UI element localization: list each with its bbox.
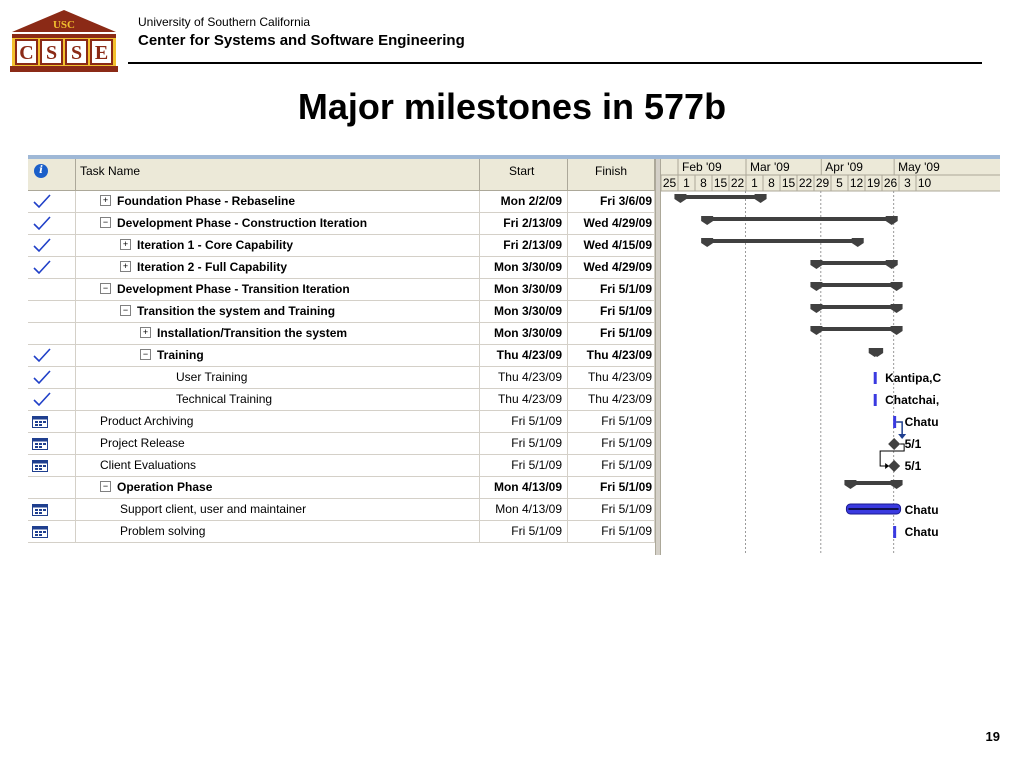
center-name: Center for Systems and Software Engineering [138, 32, 465, 49]
column-header-indicators[interactable] [28, 159, 76, 191]
task-name-cell[interactable] [76, 521, 480, 543]
task-bar [874, 394, 877, 406]
check-icon [32, 259, 52, 275]
task-bar [893, 416, 896, 428]
task-start[interactable]: Mon 3/30/09 [480, 257, 568, 279]
gantt-chart [661, 159, 1000, 555]
task-name: Operation Phase [117, 480, 213, 494]
task-finish[interactable]: Fri 5/1/09 [568, 499, 655, 521]
summary-start-cap [844, 480, 856, 489]
indicator-cell [28, 499, 76, 521]
collapse-icon[interactable]: − [140, 349, 151, 360]
task-name-cell[interactable] [76, 477, 480, 499]
milestone-diamond [888, 460, 900, 472]
check-icon [32, 193, 52, 209]
summary-bar [816, 327, 896, 331]
task-row[interactable] [28, 257, 655, 279]
expand-icon[interactable]: + [120, 239, 131, 250]
indicator-cell [28, 477, 76, 499]
task-name-cell[interactable] [76, 389, 480, 411]
task-start[interactable]: Fri 5/1/09 [480, 433, 568, 455]
task-name-cell[interactable] [76, 345, 480, 367]
indicator-cell [28, 191, 76, 213]
summary-end-cap [886, 216, 898, 225]
indicator-cell [28, 367, 76, 389]
task-name: Transition the system and Training [137, 304, 336, 318]
logo-letter: S [45, 42, 58, 64]
summary-end-cap [886, 260, 898, 269]
month-label: Mar '09 [750, 160, 790, 174]
indicator-cell [28, 521, 76, 543]
task-finish[interactable]: Fri 3/6/09 [568, 191, 655, 213]
task-start[interactable]: Fri 5/1/09 [480, 455, 568, 477]
task-name: Technical Training [176, 392, 273, 406]
column-header-task-name[interactable] [76, 159, 480, 191]
task-start[interactable]: Mon 4/13/09 [480, 499, 568, 521]
task-name: Client Evaluations [100, 458, 197, 472]
task-start[interactable]: Mon 3/30/09 [480, 323, 568, 345]
task-name-cell[interactable] [76, 323, 480, 345]
task-start[interactable]: Mon 3/30/09 [480, 301, 568, 323]
week-label: 5 [836, 176, 843, 190]
summary-start-cap [810, 282, 822, 291]
summary-bar [707, 239, 858, 243]
task-start[interactable]: Mon 4/13/09 [480, 477, 568, 499]
check-icon [32, 369, 52, 385]
indicator-cell [28, 433, 76, 455]
task-start[interactable]: Thu 4/23/09 [480, 345, 568, 367]
week-label: 1 [683, 176, 690, 190]
summary-bar [707, 217, 892, 221]
task-name-cell[interactable] [76, 279, 480, 301]
week-label: 15 [781, 176, 796, 190]
indicator-cell [28, 235, 76, 257]
check-icon [32, 215, 52, 231]
indicator-cell [28, 345, 76, 367]
summary-bar [816, 261, 891, 265]
task-row[interactable] [28, 455, 655, 477]
month-label: May '09 [898, 160, 940, 174]
week-label: 15 [713, 176, 728, 190]
task-start[interactable]: Fri 5/1/09 [480, 411, 568, 433]
task-row[interactable] [28, 323, 655, 345]
summary-end-cap [755, 194, 767, 203]
resource-label: Chatu [904, 503, 939, 517]
indicator-cell [28, 411, 76, 433]
summary-bar [816, 283, 896, 287]
task-name: Product Archiving [100, 414, 194, 428]
resource-label: Kantipa,C [885, 371, 942, 385]
logo-letter: S [70, 42, 83, 64]
column-header-label: Task Name [80, 164, 141, 178]
column-header-start[interactable] [480, 159, 568, 191]
task-table [28, 159, 655, 555]
task-name-cell[interactable] [76, 433, 480, 455]
week-label: 10 [917, 176, 932, 190]
resource-label: Chatu [904, 415, 939, 429]
indicator-cell [28, 389, 76, 411]
week-label: 26 [883, 176, 898, 190]
task-start[interactable]: Fri 2/13/09 [480, 235, 568, 257]
week-label: 19 [866, 176, 881, 190]
indicator-cell [28, 279, 76, 301]
collapse-icon[interactable]: − [100, 217, 111, 228]
task-name-cell[interactable] [76, 499, 480, 521]
calendar-icon [32, 460, 48, 472]
task-finish[interactable]: Wed 4/29/09 [568, 257, 655, 279]
resource-label: 5/1 [904, 459, 922, 473]
week-label: 8 [700, 176, 707, 190]
week-label: 29 [815, 176, 830, 190]
month-label: Apr '09 [825, 160, 863, 174]
gantt-screenshot [28, 155, 1000, 555]
task-row[interactable] [28, 521, 655, 543]
task-name-cell[interactable] [76, 367, 480, 389]
summary-end-cap [852, 238, 864, 247]
task-finish[interactable]: Thu 4/23/09 [568, 367, 655, 389]
task-start[interactable]: Mon 2/2/09 [480, 191, 568, 213]
task-finish[interactable]: Fri 5/1/09 [568, 455, 655, 477]
task-finish[interactable]: Fri 5/1/09 [568, 279, 655, 301]
task-start[interactable]: Mon 3/30/09 [480, 279, 568, 301]
task-finish[interactable]: Fri 5/1/09 [568, 521, 655, 543]
task-name-cell[interactable] [76, 235, 480, 257]
task-start[interactable]: Thu 4/23/09 [480, 367, 568, 389]
task-name: User Training [176, 370, 248, 384]
collapse-icon[interactable]: − [120, 305, 131, 316]
task-name: Foundation Phase - Rebaseline [117, 194, 296, 208]
indicator-cell [28, 301, 76, 323]
week-label: 8 [768, 176, 775, 190]
task-start[interactable]: Thu 4/23/09 [480, 389, 568, 411]
week-label: 25 [662, 176, 677, 190]
task-name-cell[interactable] [76, 191, 480, 213]
summary-end-cap [891, 326, 903, 335]
task-finish[interactable]: Fri 5/1/09 [568, 477, 655, 499]
column-header-label: Start [509, 164, 535, 178]
task-row[interactable] [28, 191, 655, 213]
column-header-label: Finish [595, 164, 628, 178]
logo-letter: E [94, 42, 109, 64]
task-name: Support client, user and maintainer [120, 502, 307, 516]
summary-start-cap [674, 194, 686, 203]
summary-bar [850, 481, 896, 485]
info-icon: i [34, 164, 48, 178]
task-finish[interactable]: Thu 4/23/09 [568, 389, 655, 411]
resource-label: Chatu [904, 525, 939, 539]
expand-icon[interactable]: + [100, 195, 111, 206]
check-icon [32, 347, 52, 363]
week-label: 3 [904, 176, 911, 190]
slide-title: Major milestones in 577b [297, 86, 727, 127]
task-name-cell[interactable] [76, 411, 480, 433]
task-row[interactable] [28, 235, 655, 257]
month-label: Feb '09 [682, 160, 722, 174]
task-name: Iteration 2 - Full Capability [137, 260, 288, 274]
week-label: 1 [751, 176, 758, 190]
task-finish[interactable]: Wed 4/15/09 [568, 235, 655, 257]
university-name: University of Southern California [138, 15, 311, 29]
resource-label: Chatchai, [885, 393, 940, 407]
summary-bar [680, 195, 760, 199]
task-name: Iteration 1 - Core Capability [137, 238, 294, 252]
column-header-finish[interactable] [568, 159, 655, 191]
calendar-icon [32, 526, 48, 538]
logo-text: USC [52, 19, 76, 31]
task-name-cell[interactable] [76, 213, 480, 235]
calendar-icon [32, 416, 48, 428]
calendar-icon [32, 504, 48, 516]
dependency-arrowhead [885, 463, 889, 469]
task-name: Training [157, 348, 204, 362]
task-bar [874, 372, 877, 384]
task-row[interactable] [28, 433, 655, 455]
task-finish[interactable]: Fri 5/1/09 [568, 433, 655, 455]
task-name-cell[interactable] [76, 257, 480, 279]
gantt-chart-canvas [661, 159, 1000, 555]
csse-logo [8, 8, 120, 74]
task-finish[interactable]: Fri 5/1/09 [568, 411, 655, 433]
task-name: Development Phase - Construction Iteration [117, 216, 368, 230]
task-finish[interactable]: Thu 4/23/09 [568, 345, 655, 367]
task-bar [893, 526, 896, 538]
task-row[interactable] [28, 345, 655, 367]
expand-icon[interactable]: + [120, 261, 131, 272]
task-name: Installation/Transition the system [157, 326, 348, 340]
calendar-icon [32, 438, 48, 450]
logo-letter: C [19, 42, 34, 64]
task-finish[interactable]: Wed 4/29/09 [568, 213, 655, 235]
summary-end-cap [891, 304, 903, 313]
milestone-diamond [888, 438, 900, 450]
page-number: 19 [985, 729, 1000, 744]
expand-icon[interactable]: + [140, 327, 151, 338]
task-row[interactable] [28, 499, 655, 521]
collapse-icon[interactable]: − [100, 481, 111, 492]
summary-start-cap [810, 326, 822, 335]
summary-end-cap [891, 282, 903, 291]
summary-end-cap [891, 480, 903, 489]
task-name: Development Phase - Transition Iteration [117, 282, 350, 296]
indicator-cell [28, 323, 76, 345]
task-row[interactable] [28, 367, 655, 389]
indicator-cell [28, 455, 76, 477]
task-row[interactable] [28, 301, 655, 323]
week-label: 12 [849, 176, 864, 190]
summary-start-cap [701, 216, 713, 225]
indicator-cell [28, 213, 76, 235]
task-finish[interactable]: Fri 5/1/09 [568, 323, 655, 345]
task-name-cell[interactable] [76, 301, 480, 323]
check-icon [32, 237, 52, 253]
task-row[interactable] [28, 477, 655, 499]
task-finish[interactable]: Fri 5/1/09 [568, 301, 655, 323]
resource-label: 5/1 [904, 437, 922, 451]
indicator-cell [28, 257, 76, 279]
check-icon [32, 391, 52, 407]
task-name-cell[interactable] [76, 455, 480, 477]
task-name: Problem solving [120, 524, 206, 538]
task-row[interactable] [28, 213, 655, 235]
task-name: Project Release [100, 436, 185, 450]
task-start[interactable]: Fri 5/1/09 [480, 521, 568, 543]
task-row[interactable] [28, 389, 655, 411]
summary-start-cap [701, 238, 713, 247]
task-start[interactable]: Fri 2/13/09 [480, 213, 568, 235]
collapse-icon[interactable]: − [100, 283, 111, 294]
week-label: 22 [730, 176, 745, 190]
task-row[interactable] [28, 279, 655, 301]
task-row[interactable] [28, 411, 655, 433]
week-label: 22 [798, 176, 813, 190]
summary-bar [816, 305, 896, 309]
header-divider [128, 62, 982, 64]
